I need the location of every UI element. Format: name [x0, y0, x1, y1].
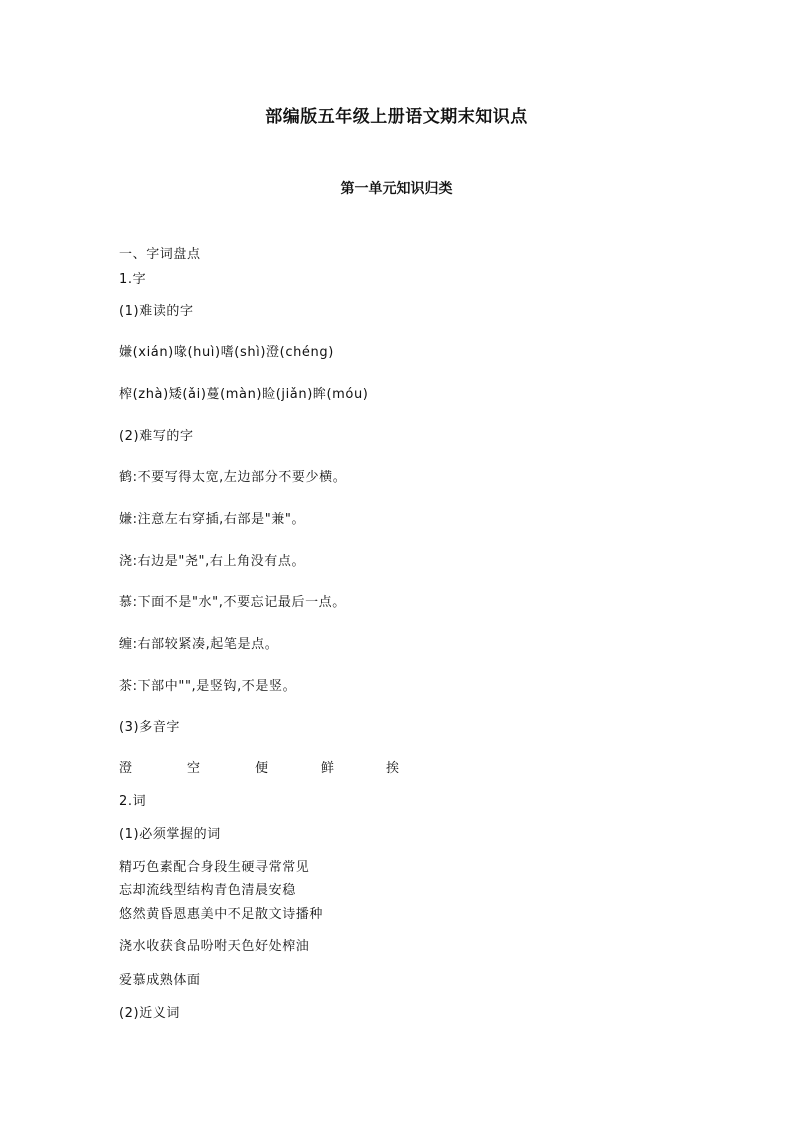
polyphone-char: 鲜: [321, 761, 335, 776]
word-list-line-1: 精巧色素配合身段生硬寻常常见: [119, 860, 310, 875]
polyphone-char: 澄: [119, 761, 133, 776]
polyphone-char: 空: [187, 761, 201, 776]
writing-note-chan: 缠:右部较紧凑,起笔是点。: [119, 637, 279, 652]
document-title: 部编版五年级上册语文期末知识点: [265, 107, 528, 127]
word-list-line-4: 浇水收获食品吩咐天色好处榨油: [119, 939, 310, 954]
subheading-synonyms: (2)近义词: [119, 1006, 181, 1021]
subheading-hard-to-write: (2)难写的字: [119, 429, 194, 444]
subheading-must-master: (1)必须掌握的词: [119, 827, 221, 842]
heading-characters: 1.字: [119, 272, 147, 287]
writing-note-mu: 慕:下面不是"水",不要忘记最后一点。: [119, 595, 346, 610]
writing-note-jiao: 浇:右边是"尧",右上角没有点。: [119, 554, 306, 569]
heading-word-review: 一、字词盘点: [119, 247, 201, 262]
subheading-polyphones: (3)多音字: [119, 720, 181, 735]
word-list-line-5: 爱慕成熟体面: [119, 973, 201, 988]
pinyin-line-1: 嫌(xián)喙(huì)嗜(shì)澄(chéng): [119, 345, 334, 360]
writing-note-he: 鹤:不要写得太宽,左边部分不要少横。: [119, 470, 347, 485]
heading-words: 2.词: [119, 794, 147, 809]
word-list-line-3: 悠然黄昏恩惠美中不足散文诗播种: [119, 907, 324, 922]
pinyin-line-2: 榨(zhà)矮(ǎi)蔓(màn)睑(jiǎn)眸(móu): [119, 387, 369, 402]
polyphone-char: 便: [255, 761, 269, 776]
unit-title: 第一单元知识归类: [340, 181, 453, 197]
writing-note-xian: 嫌:注意左右穿插,右部是"兼"。: [119, 512, 306, 527]
subheading-hard-to-read: (1)难读的字: [119, 304, 194, 319]
writing-note-cha: 茶:下部中"",是竖钩,不是竖。: [119, 679, 297, 694]
word-list-line-2: 忘却流线型结构青色清晨安稳: [119, 883, 296, 898]
polyphone-char: 挨: [386, 761, 400, 776]
polyphone-list: [119, 760, 439, 778]
